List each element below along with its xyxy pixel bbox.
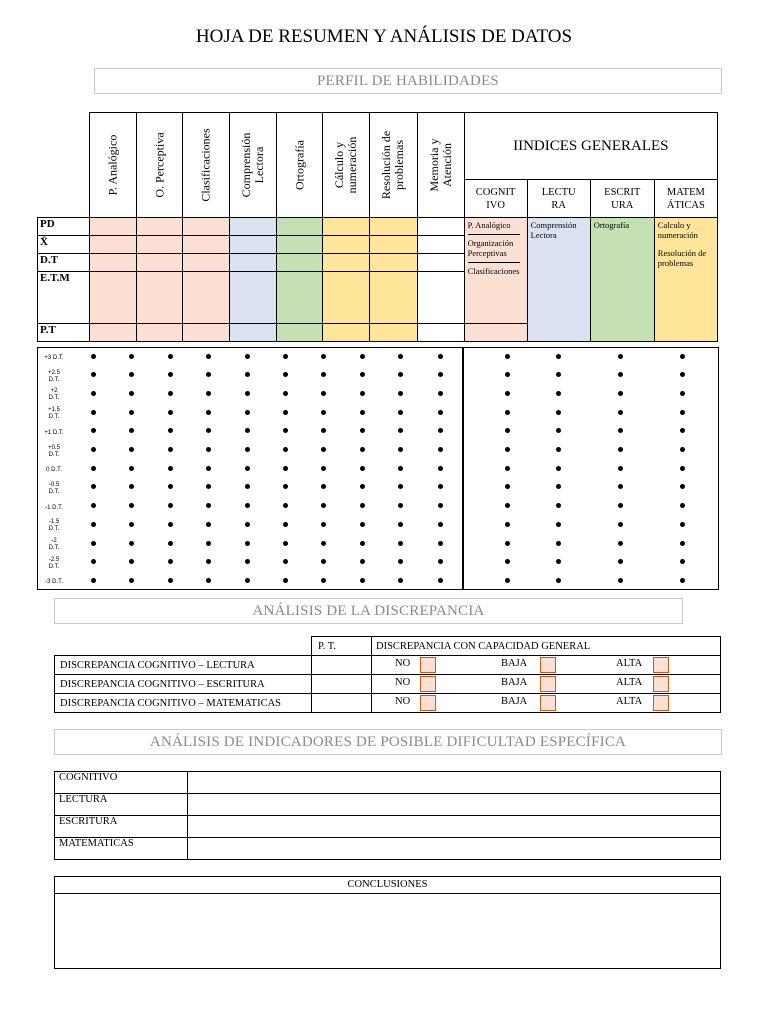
indices-cell-matematicas: Calculo y numeración Resolución de problemas [654,218,717,342]
input-cell[interactable] [90,272,137,324]
input-cell[interactable] [370,324,417,342]
disc-capacidad-header: DISCREPANCIA CON CAPACIDAD GENERAL [372,637,721,656]
input-cell[interactable] [230,272,277,324]
disc-corner [55,637,312,656]
conclusiones-box [54,876,721,969]
indicadores-table [54,771,721,860]
input-cell[interactable] [90,324,137,342]
sd-level-label: +0.5 D.T. [48,444,60,458]
input-cell[interactable] [183,236,230,254]
indices-dots-box [462,347,719,590]
input-cell[interactable] [370,254,417,272]
disc-row-escritura: DISCREPANCIA COGNITIVO – ESCRITURA [55,675,312,694]
indicador-input[interactable] [188,816,721,838]
indices-col-escritura: ESCRITURA [590,180,654,218]
conclusiones-label: CONCLUSIONES [55,877,720,894]
indicador-input[interactable] [188,772,721,794]
input-cell[interactable] [230,218,277,236]
input-cell[interactable] [137,218,183,236]
disc-pt-cell[interactable] [312,694,372,713]
skill-header-4: Comprensión Lectora [230,113,277,218]
indices-title: IINDICES GENERALES [464,113,717,180]
skill-header-5: Ortografía [277,113,323,218]
checkbox-alta[interactable] [653,657,669,673]
sd-level-label: -0.5 D.T. [48,481,60,495]
input-cell[interactable] [277,236,323,254]
indicador-input[interactable] [188,794,721,816]
discrepancia-banner: ANÁLISIS DE LA DISCREPANCIA [54,598,683,624]
sd-level-label: +1 D.T. [44,429,64,436]
indices-cell-cognitivo: P. Analógico Organización Perceptivas Clasificaciones [464,218,527,324]
input-cell[interactable] [277,324,323,342]
input-cell[interactable] [137,272,183,324]
indicador-input[interactable] [188,838,721,860]
corner-cell [38,113,90,218]
sd-level-label: -2 D.T. [48,538,60,551]
checkbox-alta[interactable] [653,695,669,711]
input-cell[interactable] [90,254,137,272]
indices-col-matematicas: MATEMÁTICAS [654,180,717,218]
input-cell[interactable] [137,324,183,342]
input-cell[interactable] [417,236,464,254]
disc-row-lectura: DISCREPANCIA COGNITIVO – LECTURA [55,656,312,675]
sd-level-label: 0 D.T. [46,467,62,474]
input-cell[interactable] [183,218,230,236]
disc-row-matematicas: DISCREPANCIA COGNITIVO – MATEMATICAS [55,694,312,713]
input-cell[interactable] [277,272,323,324]
indicador-label-cognitivo: COGNITIVO [55,772,188,794]
input-cell[interactable] [323,236,370,254]
indicadores-banner: ANÁLISIS DE INDICADORES DE POSIBLE DIFICULTAD ESPECÍFICA [54,729,722,755]
sd-level-label: +2.5 D.T. [48,369,60,383]
input-cell[interactable] [417,218,464,236]
input-cell[interactable] [230,324,277,342]
input-cell[interactable] [417,254,464,272]
row-label-mean: X̄ [38,236,90,254]
input-cell[interactable] [230,236,277,254]
input-cell[interactable] [230,254,277,272]
input-cell[interactable] [137,254,183,272]
indices-col-lectura: LECTURA [527,180,590,218]
checkbox-baja[interactable] [540,676,556,692]
skill-header-7: Resolución de problemas [370,113,417,218]
perfil-banner: PERFIL DE HABILIDADES [94,68,722,94]
checkbox-baja[interactable] [540,657,556,673]
sd-level-label: -1 D.T. [45,504,63,511]
checkbox-no[interactable] [420,657,436,673]
conclusiones-input[interactable] [55,894,720,968]
sd-level-label: -3 D.T. [45,579,63,586]
sd-level-label: -2.5 D.T. [48,556,60,570]
skill-header-8: Memoria y Atención [417,113,464,218]
sd-level-label: +2 D.T. [48,388,60,402]
indicador-label-matematicas: MATEMATICAS [55,838,188,860]
row-label-dt: D.T [38,254,90,272]
indices-cell-escritura: Ortografía [590,218,654,342]
indicador-label-lectura: LECTURA [55,794,188,816]
input-cell[interactable] [183,272,230,324]
input-cell[interactable] [370,236,417,254]
input-cell[interactable] [183,254,230,272]
sd-level-label: -1.5 D.T. [48,519,60,533]
row-label-etm: E.T.M [38,272,90,324]
sd-level-label: +3 D.T. [44,355,64,361]
checkbox-no[interactable] [420,695,436,711]
skill-header-3: Clasificaciones [183,113,230,218]
input-cell[interactable] [417,324,464,342]
checkbox-baja[interactable] [540,695,556,711]
skill-header-2: O. Perceptiva [137,113,183,218]
input-cell[interactable] [137,236,183,254]
row-label-pd: PD [38,218,90,236]
profile-table [37,112,718,342]
checkbox-no[interactable] [420,676,436,692]
input-cell[interactable] [323,218,370,236]
sd-level-label: +1.5 D.T. [48,407,60,421]
input-cell[interactable] [277,254,323,272]
input-cell[interactable] [464,324,527,342]
input-cell[interactable] [323,272,370,324]
disc-options: NO BAJA ALTA [372,675,721,694]
disc-options: NO BAJA ALTA [372,656,721,675]
skill-header-1: P. Analógico [90,113,137,218]
input-cell[interactable] [370,218,417,236]
disc-pt-header: P. T. [312,637,372,656]
profile-dots-box [37,347,464,590]
input-cell[interactable] [277,218,323,236]
indicador-label-escritura: ESCRITURA [55,816,188,838]
input-cell[interactable] [370,272,417,324]
page-title: HOJA DE RESUMEN Y ANÁLISIS DE DATOS [195,26,573,47]
disc-options: NO BAJA ALTA [372,694,721,713]
indices-col-cognitivo: COGNITIVO [464,180,527,218]
disc-pt-cell[interactable] [312,675,372,694]
row-label-pt: P.T [38,324,90,342]
input-cell[interactable] [90,218,137,236]
input-cell[interactable] [323,254,370,272]
discrepancia-table [54,636,721,713]
checkbox-alta[interactable] [653,676,669,692]
indices-cell-lectura: Comprensión Lectora [527,218,590,342]
input-cell[interactable] [90,236,137,254]
input-cell[interactable] [323,324,370,342]
disc-pt-cell[interactable] [312,656,372,675]
skill-header-6: Cálculo y numeración [323,113,370,218]
input-cell[interactable] [417,272,464,324]
input-cell[interactable] [183,324,230,342]
